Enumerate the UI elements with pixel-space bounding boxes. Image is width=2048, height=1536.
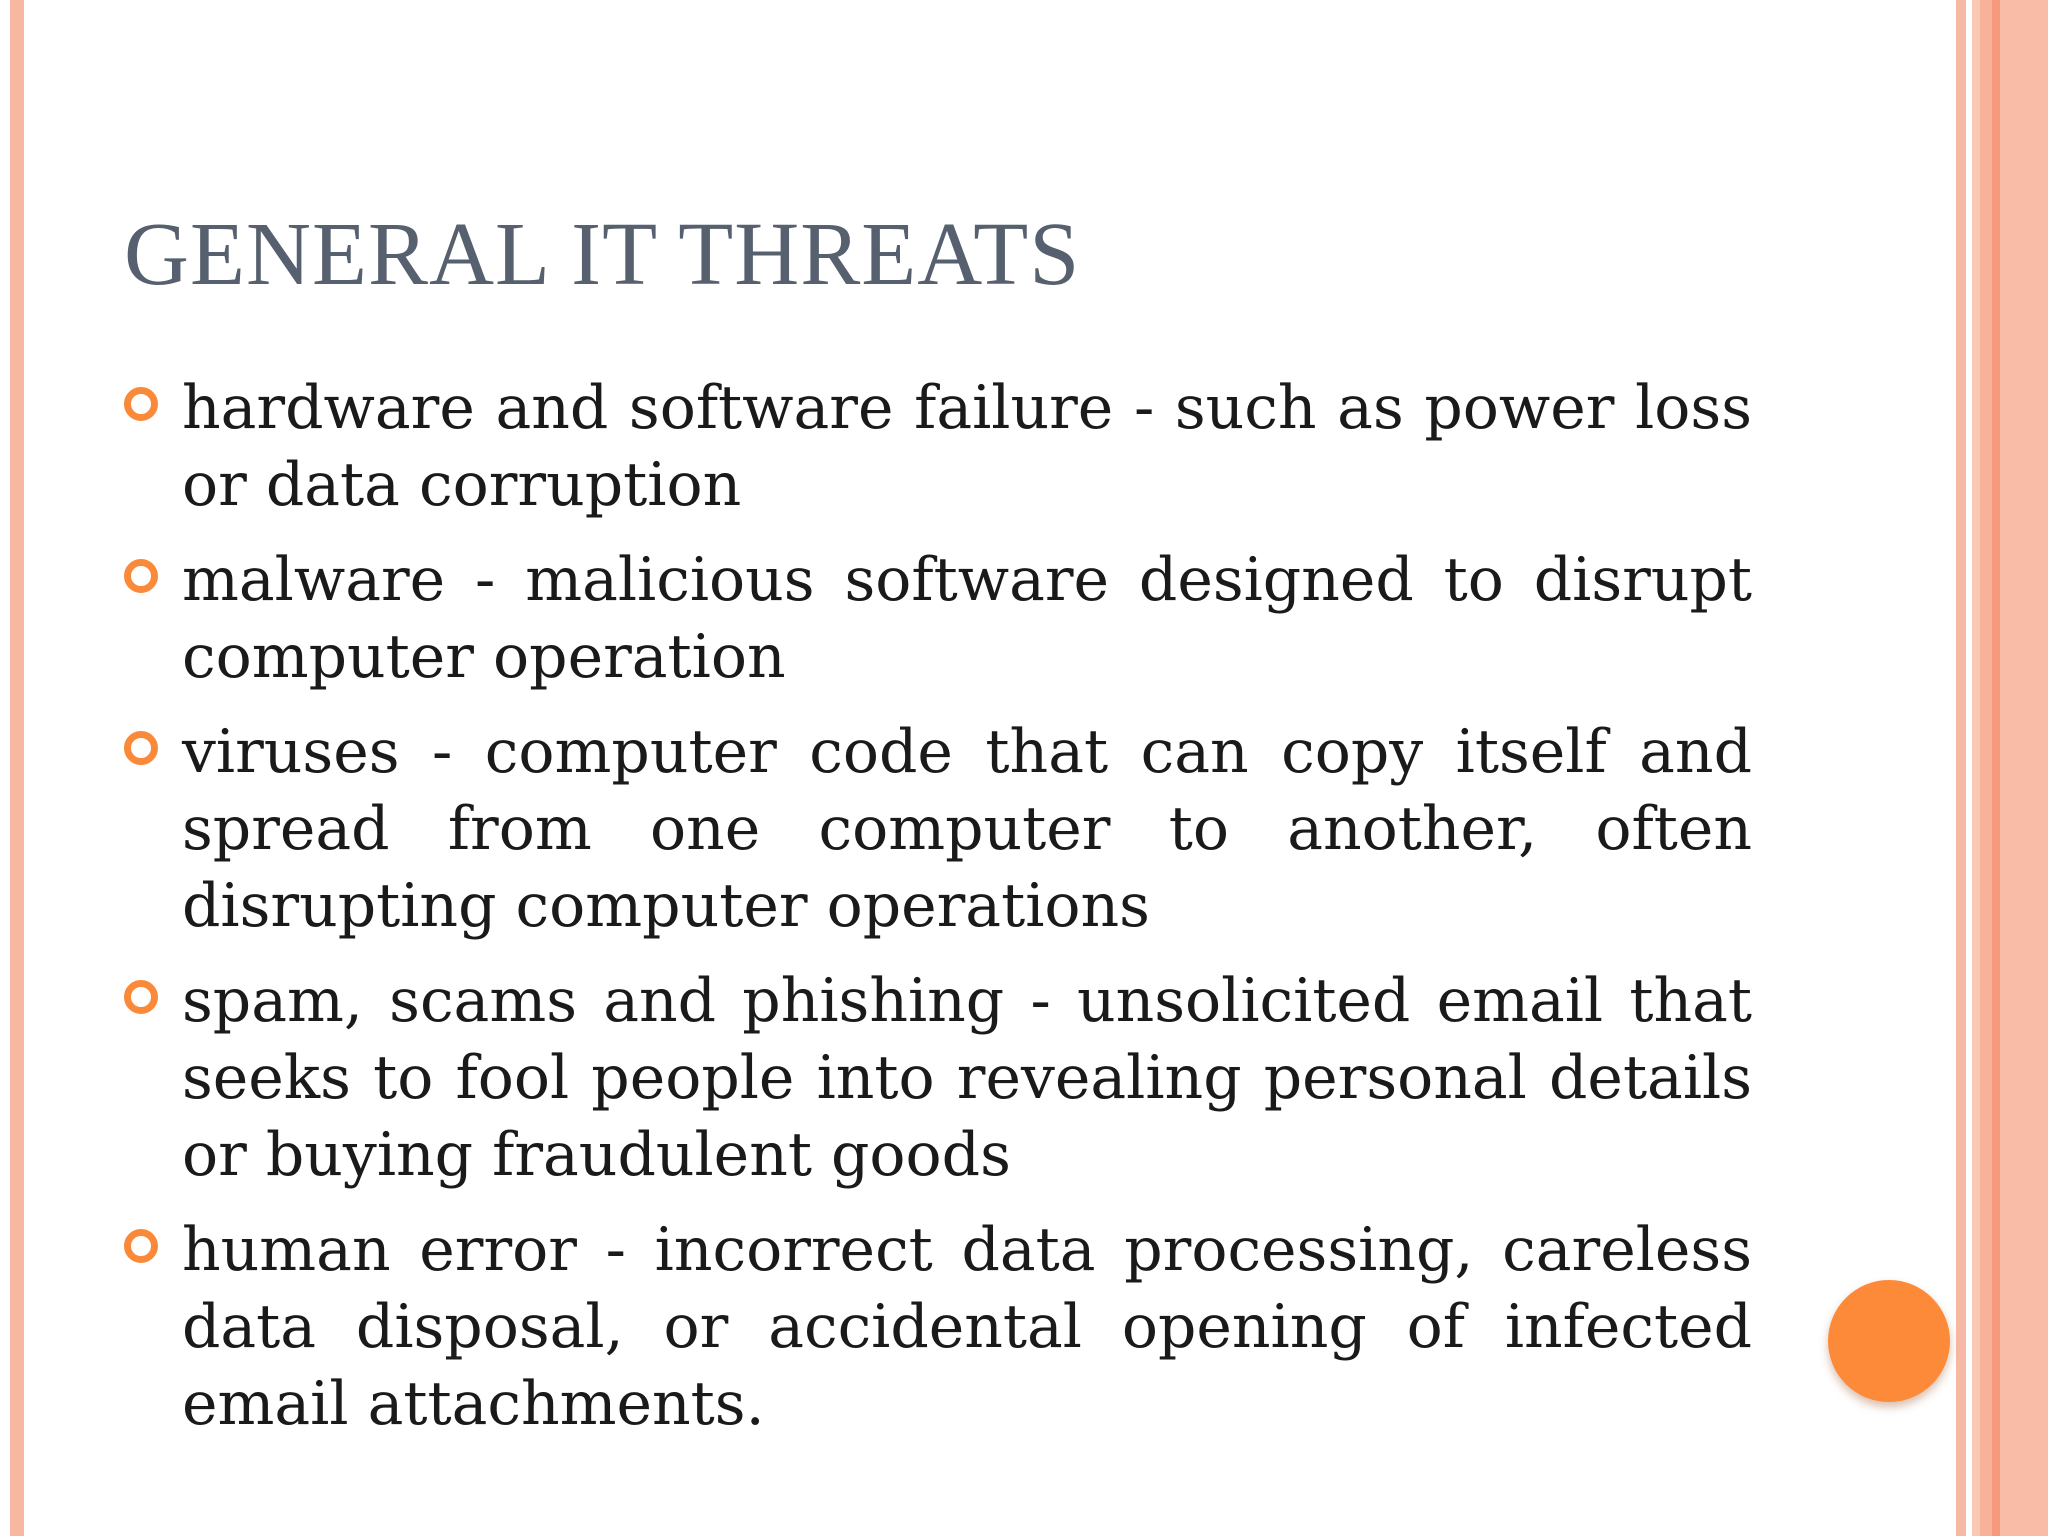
accent-circle-icon [1828,1280,1950,1402]
right-border-stripes [1956,0,2048,1536]
bullet-item [124,542,1752,696]
bullet-ring-icon [124,731,158,765]
left-border-stripe [10,0,24,1536]
bullet-text: hardware and software failure - such as power loss or data corruption [182,373,1752,520]
bullet-text: malware - malicious software designed to disrupt computer operation [182,545,1752,692]
bullet-text: human error - incorrect data processing, careless data disposal, or accidental opening of infected email attachments. [182,1215,1752,1439]
bullet-item [124,714,1752,945]
bullet-ring-icon [124,1229,158,1263]
bullet-item [124,963,1752,1194]
bullet-item [124,1212,1752,1443]
bullet-text: spam, scams and phishing - unsolicited email that seeks to fool people into revealing personal details or buying fraudulent goods [182,966,1752,1190]
bullet-ring-icon [124,387,158,421]
bullet-text: viruses - computer code that can copy itself and spread from one computer to another, often disrupting computer operations [182,717,1752,941]
bullet-list [124,370,1752,1461]
bullet-item [124,370,1752,524]
bullet-ring-icon [124,980,158,1014]
slide-title: GENERAL IT THREATS [124,205,1081,304]
bullet-ring-icon [124,559,158,593]
